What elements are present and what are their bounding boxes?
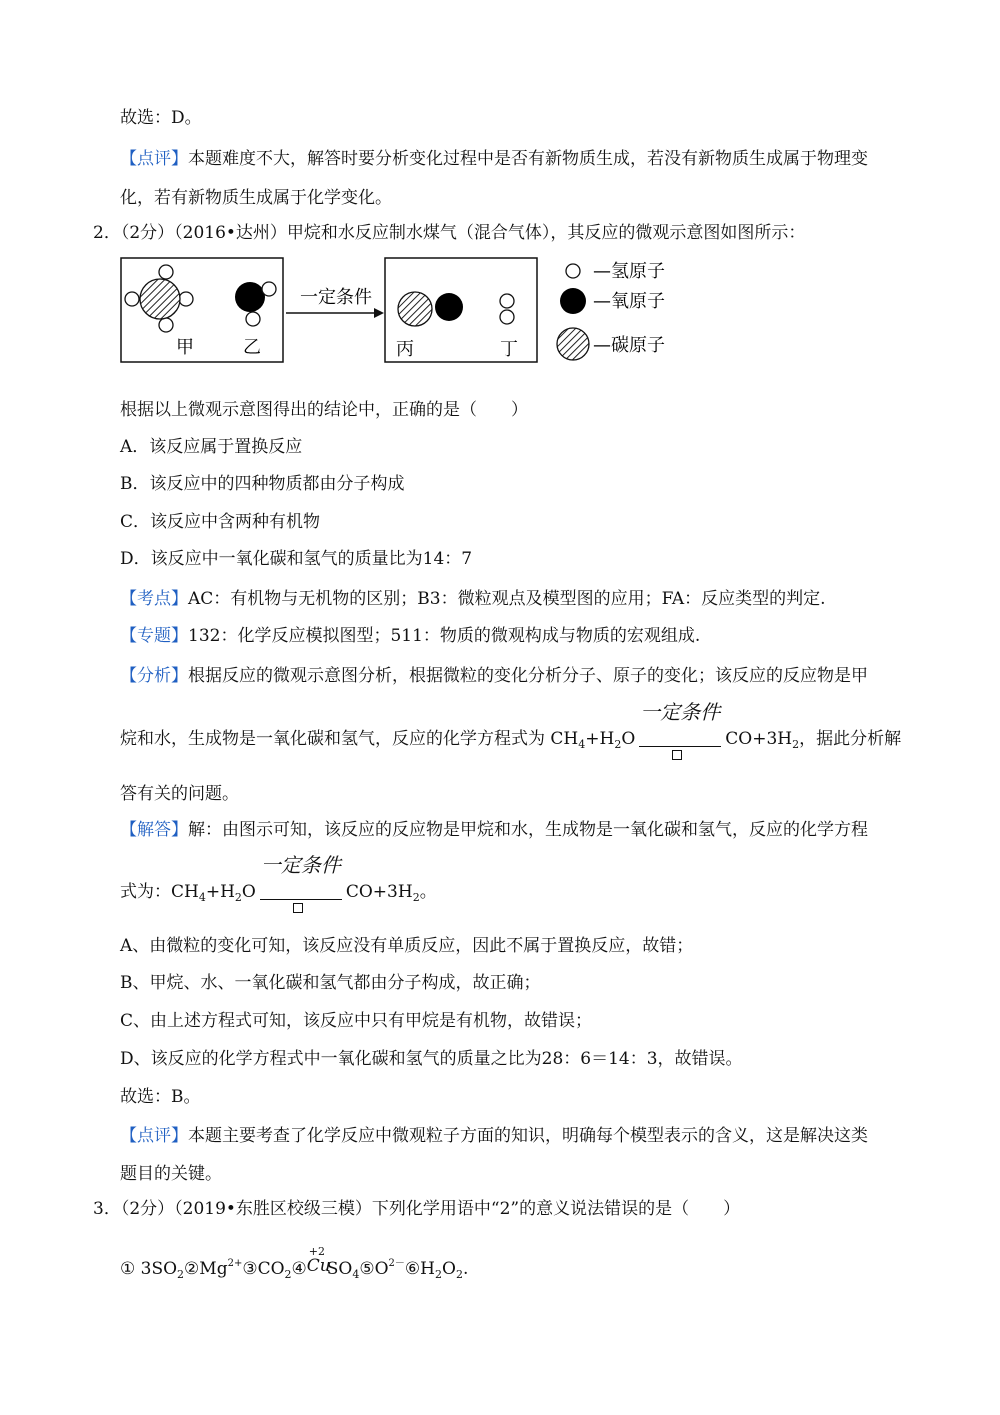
legend-oxygen: —氧原子	[593, 291, 665, 312]
water-molecule	[235, 282, 276, 326]
analysis-d: D、该反应的化学方程式中一氧化碳和氢气的质量之比为28：6＝14：3，故错误。	[120, 1049, 743, 1069]
q2-answer: 故选：B。	[120, 1087, 201, 1107]
q3-item-6-sub: 2	[435, 1268, 442, 1281]
q3-item-1-sub: 2	[177, 1268, 185, 1281]
q2-comment-tag: 【点评】	[120, 1126, 188, 1146]
reaction-diagram	[118, 255, 698, 367]
q2-comment-text: 本题主要考查了化学反应中微观粒子方面的知识，明确每个模型表示的含义，这是解决这类	[188, 1126, 868, 1146]
co-molecule	[398, 292, 463, 326]
equation-1	[545, 699, 800, 751]
q3-item-4-rest: SO	[326, 1259, 353, 1279]
q3-cu-ox: +2	[308, 1245, 325, 1258]
q2-stem: 2．（2分）（2016•达州）甲烷和水反应制水煤气（混合气体），其反应的微观示意图如图所示：	[93, 223, 806, 243]
q3-item-5: ⑤O	[359, 1259, 389, 1279]
q3-item-6: ⑥H	[404, 1259, 435, 1279]
fenxi-tag: 【分析】	[120, 666, 188, 686]
q3-item-4-sub: 4	[352, 1268, 360, 1281]
arrow-head	[374, 308, 384, 318]
option-d: D．该反应中一氧化碳和氢气的质量比为14：7	[120, 549, 473, 569]
eq2-ch: CH	[171, 882, 199, 902]
q3-cu-el: Cu	[306, 1256, 331, 1276]
legend-hydrogen: —氢原子	[593, 261, 665, 282]
label-jia: 甲	[176, 337, 194, 358]
fenxi-text: 根据反应的微观示意图分析，根据微粒的变化分析分子、原子的变化；该反应的反应物是甲	[188, 666, 868, 686]
eq-h-sub: 2	[614, 738, 622, 751]
eq-ch: CH	[550, 729, 579, 749]
eq2-co: CO+3H	[345, 882, 413, 902]
q3-items	[120, 1245, 469, 1284]
eq2-co-sub: 2	[412, 891, 420, 904]
eq-ch-sub: 4	[578, 738, 586, 751]
arrow-condition: 一定条件	[300, 287, 372, 308]
q2-comment-line1	[120, 1124, 868, 1148]
q3-cu-valence	[306, 1245, 331, 1276]
label-yi: 乙	[243, 337, 261, 358]
q3-item-2: ②Mg	[184, 1259, 228, 1279]
fenxi-line1	[120, 664, 868, 688]
prev-comment-line1	[120, 147, 868, 171]
eq2-o: O	[241, 882, 256, 902]
prev-comment-text: 本题难度不大，解答时要分析变化过程中是否有新物质生成，若没有新物质生成属于物理变	[188, 149, 868, 169]
q3-item-6-mid: O	[442, 1259, 456, 1279]
h2-molecule	[500, 294, 514, 324]
jieda-line2-post: 。	[419, 882, 437, 902]
fenxi-line3: 答有关的问题。	[120, 784, 239, 804]
eq2-h: +H	[205, 882, 235, 902]
prev-comment-line2: 化，若有新物质生成属于化学变化。	[120, 188, 392, 208]
equation-2	[171, 852, 420, 904]
label-bing: 丙	[396, 339, 414, 360]
q3-item-3: ③CO	[242, 1259, 285, 1279]
q3-item-3-sub: 2	[284, 1268, 292, 1281]
methane-molecule	[125, 265, 193, 332]
prev-answer: 故选：D。	[120, 108, 202, 128]
legend-carbon: —碳原子	[593, 335, 665, 356]
fenxi-line2-post: ，据此分析解	[799, 729, 902, 749]
q3-item-5-sup: 2－	[388, 1258, 405, 1269]
zhuanti-text: 132：化学反应模拟图型；511：物质的微观构成与物质的宏观组成.	[188, 626, 701, 646]
condition-arrow-2	[258, 852, 344, 905]
eq2-ch-sub: 4	[198, 891, 206, 904]
legend	[557, 261, 665, 360]
q2-comment-line2: 题目的关键。	[120, 1164, 222, 1184]
eq-o: O	[621, 729, 636, 749]
jieda-text: 解：由图示可知，该反应的反应物是甲烷和水，生成物是一氧化碳和氢气，反应的化学方程	[188, 820, 868, 840]
jieda-line1	[120, 818, 868, 842]
eq-co: CO+3H	[725, 729, 793, 749]
q3-item-4: ④	[291, 1259, 307, 1279]
q3-stem: 3．（2分）（2019•东胜区校级三模）下列化学用语中“2”的意义说法错误的是（ ）	[93, 1199, 741, 1219]
eq-h: +H	[585, 729, 615, 749]
oxygen-legend-icon	[560, 288, 586, 314]
q3-item-2-sup: 2+	[227, 1258, 243, 1269]
q3-item-6-sub2: 2	[455, 1268, 463, 1281]
comment-tag: 【点评】	[120, 149, 188, 169]
option-b: B．该反应中的四种物质都由分子构成	[120, 474, 405, 494]
q3-item-6-end: .	[462, 1259, 469, 1279]
eq2-condition: 一定条件	[260, 852, 341, 877]
eq-co-sub: 2	[792, 738, 800, 751]
eq-condition: 一定条件	[640, 699, 721, 724]
kaodian-text: AC：有机物与无机物的区别；B3：微粒观点及模型图的应用；FA：反应类型的判定.	[188, 589, 826, 609]
jieda-tag: 【解答】	[120, 820, 188, 840]
zhuanti	[120, 624, 700, 648]
heat-box-icon	[672, 750, 682, 760]
analysis-c: C、由上述方程式可知，该反应中只有甲烷是有机物，故错误；	[120, 1011, 593, 1031]
option-a: A．该反应属于置换反应	[120, 437, 303, 457]
q3-item-1: ① 3SO	[120, 1259, 178, 1279]
jieda-line2-pre: 式为：	[120, 882, 171, 902]
jieda-line2	[120, 852, 437, 906]
q2-question: 根据以上微观示意图得出的结论中，正确的是（ ）	[120, 400, 528, 420]
kaodian-tag: 【考点】	[120, 589, 188, 609]
fenxi-line2	[120, 699, 902, 753]
option-c: C．该反应中含两种有机物	[120, 512, 321, 532]
hydrogen-legend-icon	[566, 264, 580, 278]
heat-box-icon	[293, 903, 303, 913]
analysis-b: B、甲烷、水、一氧化碳和氢气都由分子构成，故正确；	[120, 973, 541, 993]
eq2-h-sub: 2	[234, 891, 242, 904]
fenxi-line2-pre: 烷和水，生成物是一氧化碳和氢气，反应的化学方程式为	[120, 729, 545, 749]
carbon-legend-icon	[557, 328, 589, 360]
kaodian	[120, 587, 826, 611]
label-ding: 丁	[500, 339, 518, 360]
zhuanti-tag: 【专题】	[120, 626, 188, 646]
condition-arrow	[637, 699, 723, 752]
analysis-a: A、由微粒的变化可知，该反应没有单质反应，因此不属于置换反应，故错；	[120, 936, 694, 956]
